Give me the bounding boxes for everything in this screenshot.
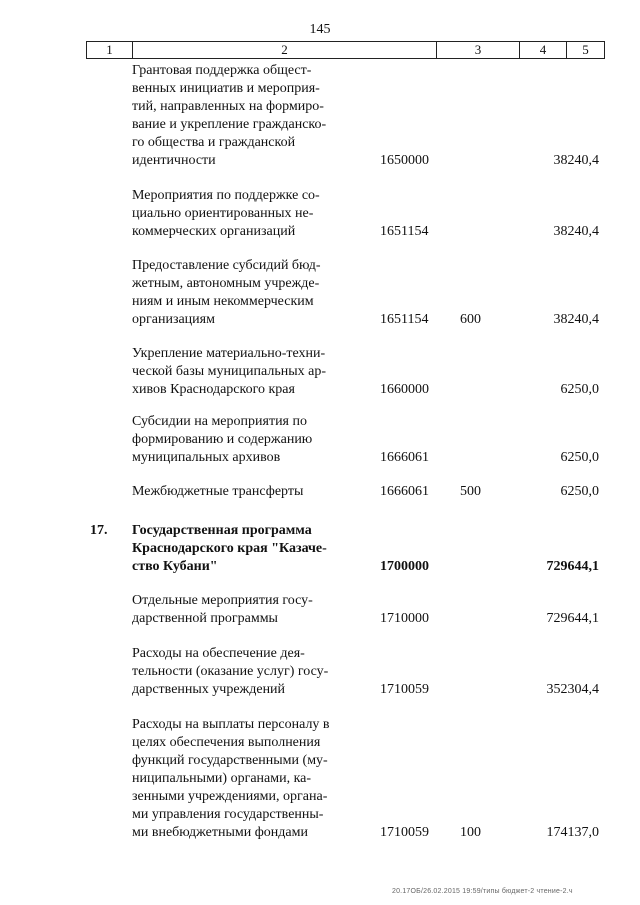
row-text-line: тий, направленных на формиро- — [132, 99, 324, 114]
row-text-line: зенными учреждениями, органа- — [132, 789, 328, 804]
row-text-line: формированию и содержанию — [132, 432, 313, 447]
row-amount: 6250,0 — [560, 484, 599, 499]
column-header-5: 5 — [582, 42, 589, 57]
row-text-line: Расходы на выплаты персоналу в — [132, 717, 330, 732]
row-text-line: Государственная программа — [132, 523, 312, 538]
row-text-line: ниям и иным некоммерческим — [132, 294, 314, 309]
table-row — [0, 62, 640, 170]
table-row — [0, 345, 640, 399]
row-code: 1710059 — [380, 682, 429, 697]
table-row — [0, 592, 640, 628]
row-amount: 6250,0 — [560, 450, 599, 465]
row-text-line: муниципальных архивов — [132, 450, 281, 465]
row-expense-type: 600 — [460, 312, 481, 327]
row-text-line: Краснодарского края "Казаче- — [132, 541, 327, 556]
row-text-line: ниципальными) органами, ка- — [132, 771, 312, 786]
row-text-line: тельности (оказание услуг) госу- — [132, 664, 329, 679]
page-number: 145 — [309, 22, 331, 37]
column-header-4: 4 — [539, 42, 547, 57]
table-row — [0, 257, 640, 329]
row-code: 1666061 — [380, 484, 429, 499]
row-text-line: Расходы на обеспечение дея- — [132, 646, 305, 661]
row-text-line: целях обеспечения выполнения — [132, 735, 321, 750]
table-row — [0, 716, 640, 842]
row-text-line: вание и укрепление гражданско- — [132, 117, 327, 132]
column-header-1: 1 — [106, 42, 113, 57]
row-code: 1651154 — [380, 224, 429, 239]
table-row — [0, 413, 640, 467]
row-text-line: ство Кубани" — [132, 559, 218, 574]
row-amount: 729644,1 — [546, 559, 599, 574]
row-text-line: Отдельные мероприятия госу- — [132, 593, 313, 608]
row-text-line: венных инициатив и мероприя- — [132, 81, 320, 96]
row-text-line: идентичности — [132, 153, 216, 168]
row-amount: 729644,1 — [546, 611, 599, 626]
table-row — [0, 522, 640, 576]
row-text-line: жетным, автономным учрежде- — [132, 276, 320, 291]
table-row — [0, 187, 640, 241]
row-amount: 38240,4 — [553, 153, 599, 168]
row-text-line: Субсидии на мероприятия по — [132, 414, 307, 429]
row-expense-type: 100 — [460, 825, 481, 840]
row-text-line: Мероприятия по поддержке со- — [132, 188, 320, 203]
row-text-line: го общества и гражданской — [132, 135, 296, 150]
row-text-line: ческой базы муниципальных ар- — [132, 364, 326, 379]
footer-stamp: 20.17ОБ/26.02.2015 19:59/типы бюджет-2 чтение-2.ч — [392, 888, 573, 895]
row-amount: 174137,0 — [546, 825, 599, 840]
row-amount: 352304,4 — [546, 682, 599, 697]
row-text-line: Укрепление материально-техни- — [132, 346, 326, 361]
column-header-2: 2 — [281, 42, 288, 57]
row-code: 1650000 — [380, 153, 429, 168]
row-text-line: Предоставление субсидий бюд- — [132, 258, 321, 273]
row-code: 1710059 — [380, 825, 429, 840]
row-code: 1666061 — [380, 450, 429, 465]
row-amount: 6250,0 — [560, 382, 599, 397]
row-text-line: ми внебюджетными фондами — [132, 825, 308, 840]
row-code: 1710000 — [380, 611, 429, 626]
column-header-3: 3 — [474, 42, 482, 57]
row-text-line: организациям — [132, 312, 215, 327]
row-text-line: коммерческих организаций — [132, 224, 296, 239]
row-text-line: циально ориентированных не- — [132, 206, 314, 221]
row-expense-type: 500 — [460, 484, 481, 499]
row-amount: 38240,4 — [553, 224, 599, 239]
table-header — [86, 41, 605, 59]
row-text-line: ми управления государственны- — [132, 807, 324, 822]
row-text-line: Межбюджетные трансферты — [132, 484, 304, 499]
table-row — [0, 483, 640, 501]
row-code: 1700000 — [380, 559, 429, 574]
row-text-line: дарственных учреждений — [132, 682, 286, 697]
table-row — [0, 645, 640, 699]
row-text-line: дарственной программы — [132, 611, 278, 626]
row-code: 1660000 — [380, 382, 429, 397]
row-text-line: хивов Краснодарского края — [132, 382, 295, 397]
row-number: 17. — [90, 523, 108, 538]
row-code: 1651154 — [380, 312, 429, 327]
row-text-line: функций государственными (му- — [132, 753, 328, 768]
row-text-line: Грантовая поддержка общест- — [132, 63, 312, 78]
row-amount: 38240,4 — [553, 312, 599, 327]
